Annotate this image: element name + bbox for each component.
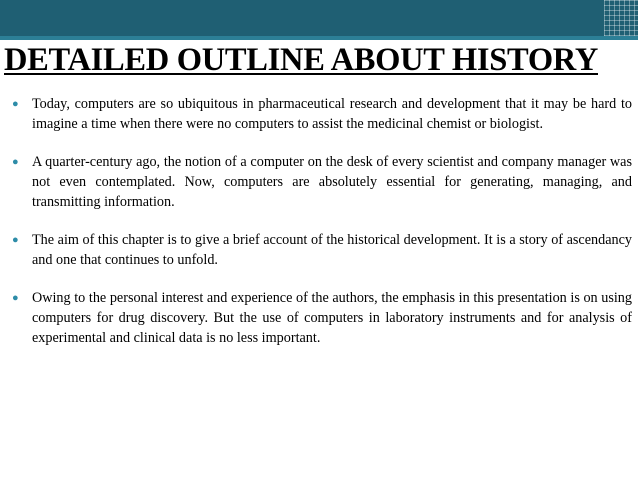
bullet-text: A quarter-century ago, the notion of a computer on the desk of every scientist and company manager was not even contemplated. Now, computers are absolutely essential for generating, managing, and transmitting information. xyxy=(32,154,632,210)
header-bar xyxy=(0,0,638,36)
bullet-dot-icon: ● xyxy=(12,292,19,304)
bullet-dot-icon: ● xyxy=(12,98,19,110)
bullet-text: Owing to the personal interest and experience of the authors, the emphasis in this presentation is on using computers for drug discovery. But the use of computers in laboratory instruments and for analysis of experimental and clinical data is no less important. xyxy=(32,290,632,346)
bullet-item xyxy=(8,94,632,134)
slide-title: DETAILED OUTLINE ABOUT HISTORY xyxy=(4,42,598,78)
bullet-dot-icon: ● xyxy=(12,234,19,246)
bullet-item xyxy=(8,230,632,270)
bullet-item xyxy=(8,152,632,212)
bullet-dot-icon: ● xyxy=(12,156,19,168)
bullet-text: Today, computers are so ubiquitous in pharmaceutical research and development that it may be hard to imagine a time when there were no computers to assist the medicinal chemist or biologist. xyxy=(32,96,632,132)
bullet-text: The aim of this chapter is to give a brief account of the historical development. It is a story of ascendancy and one that continues to unfold. xyxy=(32,232,632,268)
header-grid-pattern xyxy=(604,0,638,36)
bullet-list xyxy=(8,94,632,366)
bullet-item xyxy=(8,288,632,348)
